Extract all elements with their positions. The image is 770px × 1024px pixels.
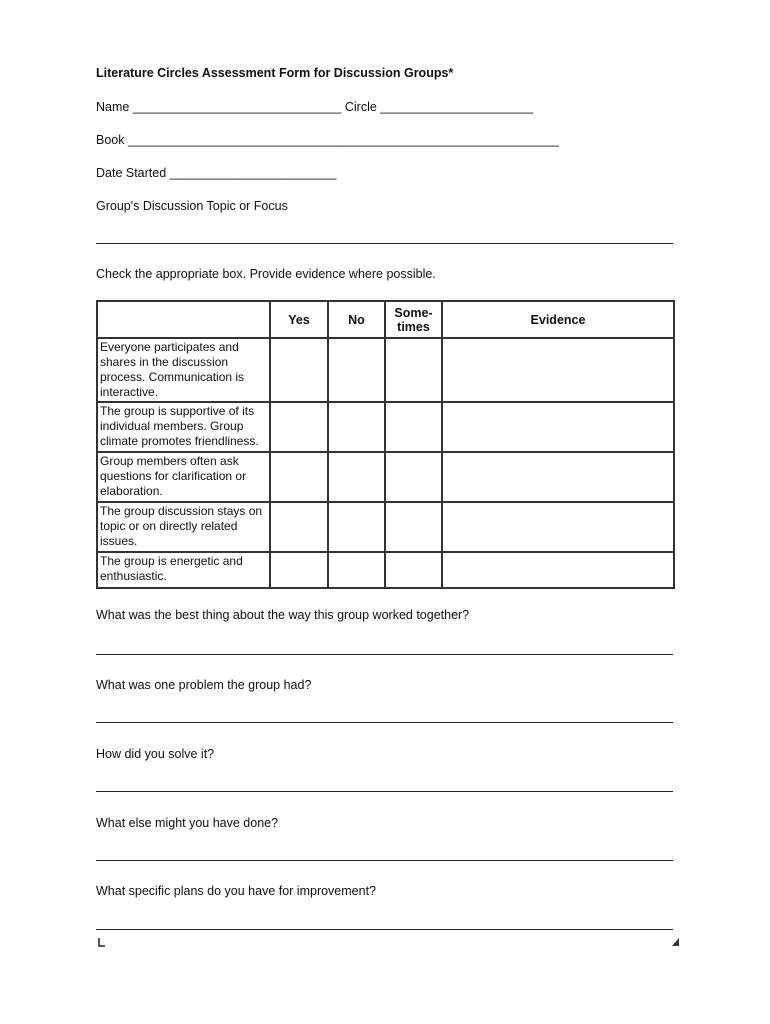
evidence-cell[interactable] (442, 402, 674, 452)
no-checkbox-cell[interactable] (328, 338, 385, 402)
criterion-cell: The group discussion stays on topic or on directly related issues. (97, 502, 270, 552)
corner-mark-right-icon (672, 938, 680, 950)
no-checkbox-cell[interactable] (328, 402, 385, 452)
answer-line-5[interactable] (96, 929, 673, 930)
table-row (97, 502, 674, 552)
yes-checkbox-cell[interactable] (270, 502, 328, 552)
book-line[interactable]: Book ______________________________________________________________ (96, 133, 559, 147)
question-else: What else might you have done? (96, 816, 279, 830)
question-problem: What was one problem the group had? (96, 678, 312, 692)
corner-mark-left-icon (98, 938, 106, 950)
header-no: No (328, 301, 385, 338)
header-yes: Yes (270, 301, 328, 338)
sometimes-checkbox-cell[interactable] (385, 452, 442, 502)
evidence-cell[interactable] (442, 552, 674, 588)
name-circle-line[interactable]: Name ______________________________ Circle ______________________ (96, 100, 534, 114)
yes-checkbox-cell[interactable] (270, 552, 328, 588)
topic-answer-line[interactable] (96, 243, 673, 244)
yes-checkbox-cell[interactable] (270, 338, 328, 402)
answer-line-4[interactable] (96, 860, 673, 861)
criterion-cell: Everyone participates and shares in the discussion process. Communication is interactive. (97, 338, 270, 402)
date-started-line[interactable]: Date Started ________________________ (96, 166, 337, 180)
question-best-thing: What was the best thing about the way this group worked together? (96, 608, 470, 622)
header-sometimes: Some- times (385, 301, 442, 338)
criterion-cell: The group is energetic and enthusiastic. (97, 552, 270, 588)
evidence-cell[interactable] (442, 452, 674, 502)
no-checkbox-cell[interactable] (328, 552, 385, 588)
table-header-row (97, 301, 674, 338)
table-row (97, 552, 674, 588)
no-checkbox-cell[interactable] (328, 452, 385, 502)
sometimes-checkbox-cell[interactable] (385, 338, 442, 402)
criterion-cell: The group is supportive of its individual members. Group climate promotes friendliness. (97, 402, 270, 452)
answer-line-1[interactable] (96, 654, 673, 655)
answer-line-2[interactable] (96, 722, 673, 723)
sometimes-checkbox-cell[interactable] (385, 502, 442, 552)
assessment-table (96, 300, 675, 589)
table-row (97, 338, 674, 402)
yes-checkbox-cell[interactable] (270, 452, 328, 502)
no-checkbox-cell[interactable] (328, 502, 385, 552)
evidence-cell[interactable] (442, 338, 674, 402)
table-row (97, 402, 674, 452)
question-plans: What specific plans do you have for improvement? (96, 884, 376, 898)
evidence-cell[interactable] (442, 502, 674, 552)
form-title: Literature Circles Assessment Form for Discussion Groups* (96, 66, 454, 80)
header-evidence: Evidence (442, 301, 674, 338)
sometimes-checkbox-cell[interactable] (385, 402, 442, 452)
question-solve: How did you solve it? (96, 747, 215, 761)
criterion-cell: Group members often ask questions for clarification or elaboration. (97, 452, 270, 502)
sometimes-checkbox-cell[interactable] (385, 552, 442, 588)
yes-checkbox-cell[interactable] (270, 402, 328, 452)
header-criteria (97, 301, 270, 338)
instructions-text: Check the appropriate box. Provide evidence where possible. (96, 267, 436, 281)
answer-line-3[interactable] (96, 791, 673, 792)
topic-label: Group's Discussion Topic or Focus (96, 199, 288, 213)
table-row (97, 452, 674, 502)
